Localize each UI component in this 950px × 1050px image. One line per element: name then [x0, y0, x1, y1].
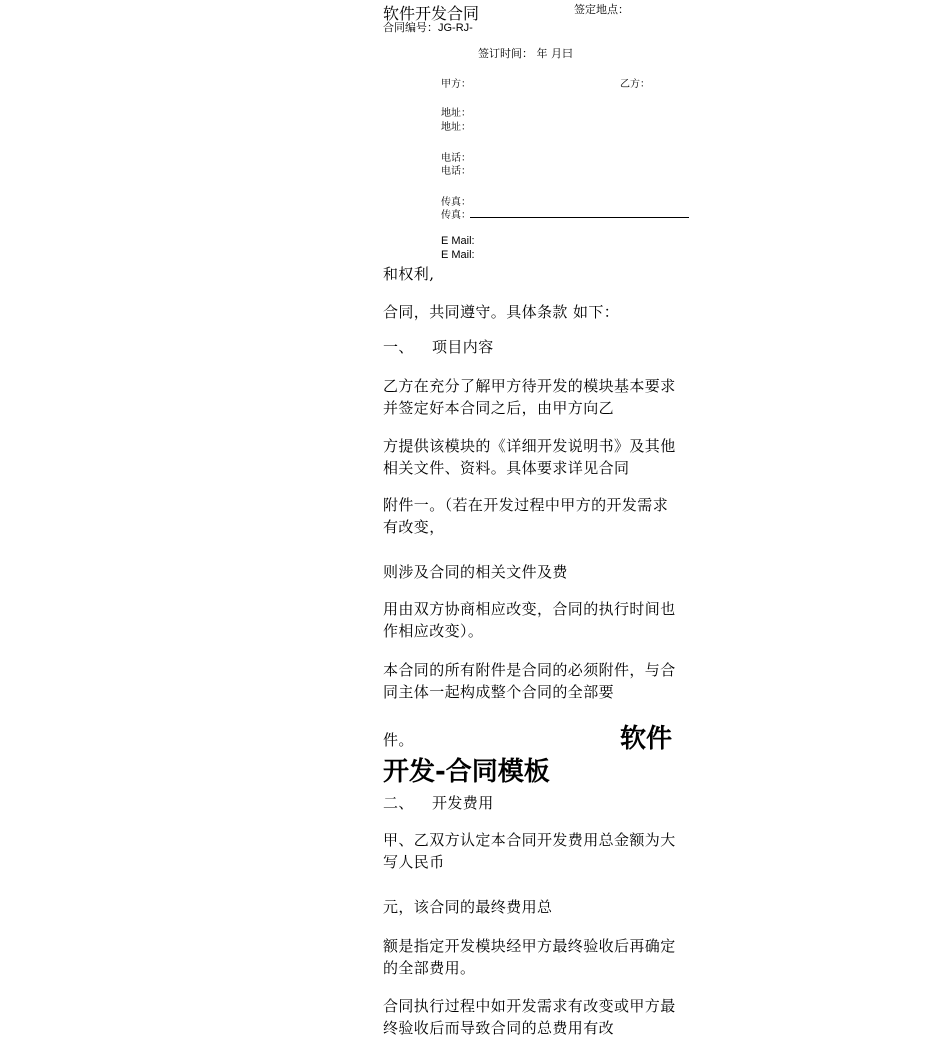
paragraph: 甲、乙双方认定本合同开发费用总金额为大写人民币: [383, 831, 676, 871]
email-label-a: E Mail:: [441, 235, 475, 247]
contract-number-value: JG-RJ-: [438, 22, 473, 34]
paragraph: 件。: [383, 731, 414, 749]
contract-number-label: 合同编号：: [383, 21, 438, 34]
paragraph: 方提供该模块的《详细开发说明书》及其他相关文件、资料。具体要求详见合同: [383, 437, 676, 477]
paragraph: 则涉及合同的相关文件及费: [383, 563, 568, 581]
party-a-label: 甲方：: [441, 79, 471, 90]
doc-title-part1: 软件: [620, 724, 673, 754]
paragraph: 乙方在充分了解甲方待开发的模块基本要求并签定好本合同之后，由甲方向乙: [383, 377, 676, 417]
paragraph: 额是指定开发模块经甲方最终验收后再确定的全部费用。: [383, 937, 676, 977]
contract-number: [383, 19, 473, 35]
party-b-label: 乙方：: [620, 79, 650, 90]
section-number: 二、: [383, 794, 414, 812]
phone-label-b: 电话：: [441, 166, 471, 177]
sign-time: 签订时间： 年 月曰: [478, 47, 573, 60]
doc-title-part2: 开发-合同模板: [383, 757, 550, 787]
email-label-b: E Mail:: [441, 249, 475, 261]
fax-underline: [470, 217, 689, 218]
phone-label-a: 电话：: [441, 153, 471, 164]
paragraph: 用由双方协商相应改变，合同的执行时间也作相应改变）。: [383, 600, 676, 640]
paragraph: 和权利,: [383, 265, 435, 283]
section-number: 一、: [383, 338, 414, 356]
section-heading-2: [383, 792, 683, 814]
fax-label-a: 传真：: [441, 197, 471, 208]
address-label-a: 地址：: [441, 108, 471, 119]
section-heading-1: [383, 336, 683, 358]
document-title: 软件开发合同: [383, 4, 480, 23]
sign-place-label: 签定地点：: [574, 3, 629, 16]
paragraph: 附件一。（若在开发过程中甲方的开发需求有改变，: [383, 496, 669, 536]
fax-label-b: 传真：: [441, 210, 471, 221]
section-title: 项目内容: [432, 338, 494, 356]
paragraph: 本合同的所有附件是合同的必须附件，与合同主体一起构成整个合同的全部要: [383, 661, 676, 701]
section-title: 开发费用: [432, 794, 494, 812]
address-label-b: 地址：: [441, 122, 471, 133]
paragraph: 元，该合同的最终费用总: [383, 898, 553, 916]
paragraph: 合同执行过程中如开发需求有改变或甲方最终验收后而导致合同的总费用有改: [383, 997, 676, 1037]
paragraph: 合同，共同遵守。具体条款 如下：: [383, 303, 620, 321]
